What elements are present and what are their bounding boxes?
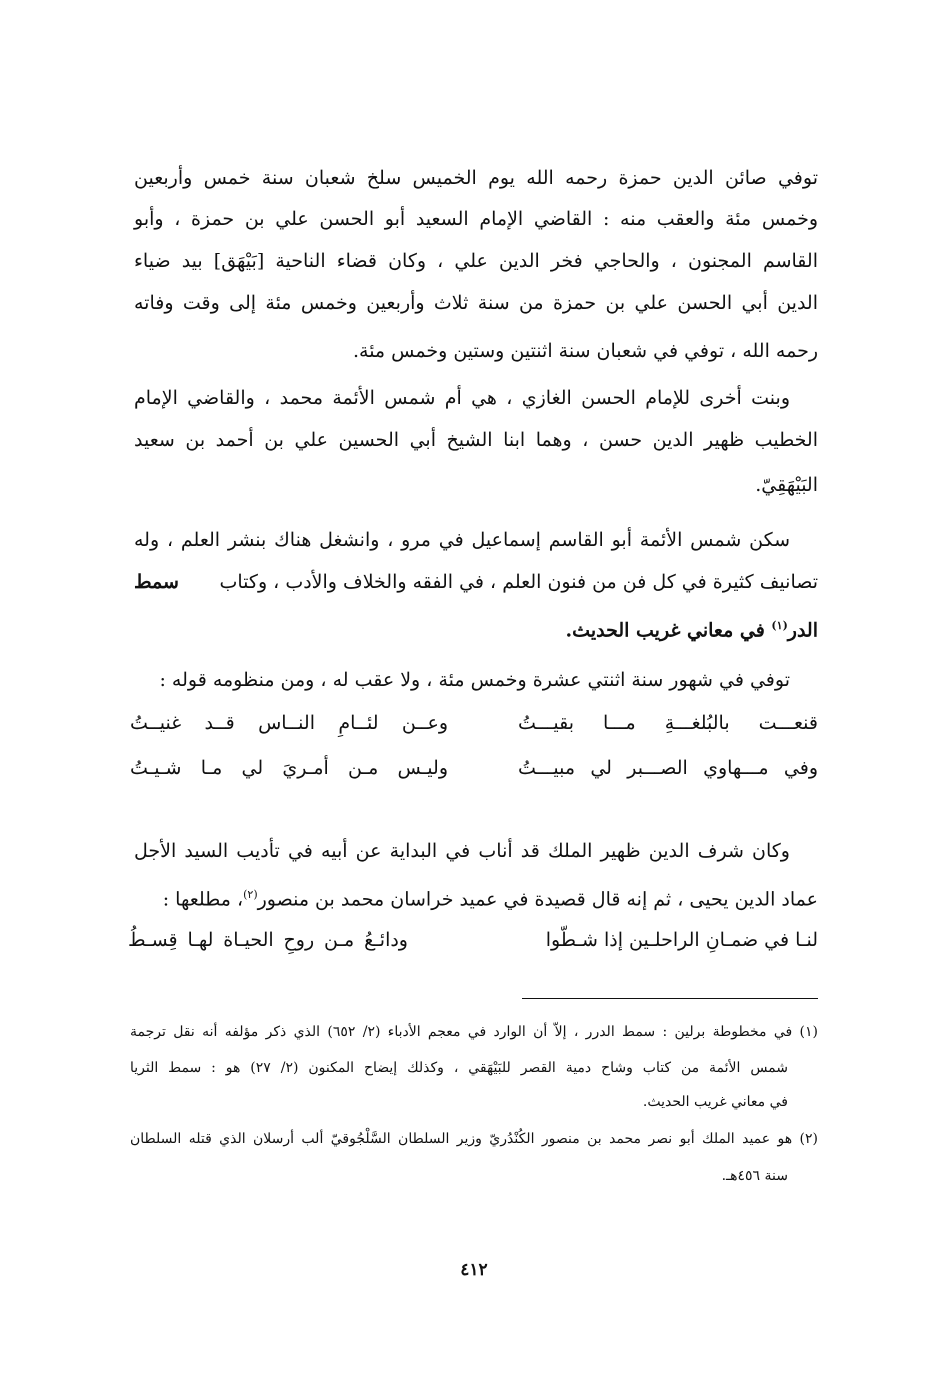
text-segment: عماد الدين يحيى ، ثم إنه قال قصيدة في عميد خراسان محمد بن منصور <box>257 888 818 911</box>
text-line: البَيْهَقِيّ. <box>755 474 818 496</box>
verse-hemistich: لنـا في ضمـانِ الراحلـين إذا شـطّوا <box>545 929 818 951</box>
verse-hemistich: وعــن لئــامِ النــاس قــد غنيــتُ <box>130 712 448 734</box>
verse-hemistich: قنعـــت بالبُلغـــةِ مـــا بقيـــتُ <box>518 712 818 734</box>
book-title-part: في معاني غريب الحديث. <box>565 619 772 642</box>
text-line: توفي في شهور سنة اثنتي عشرة وخمس مئة ، ولا عقب له ، ومن منظومه قوله : <box>159 669 790 691</box>
book-title-part: سمط <box>134 571 179 593</box>
verse-hemistich: ودائـعُ مـن روحِ الحيـاة لهـا قِسـطُ <box>128 929 408 951</box>
footnote-line: (٢) هو عميد الملك أبو نصر محمد بن منصور الكُنْدُريّ وزير السلطان السَّلْجُوقيّ ألب أرسلان الذي قتله السلطان <box>130 1131 818 1147</box>
text-line: القاسم المجنون ، والحاجي فخر الدين علي ، وكان قضاء الناحية [بَيْهَق] بيد ضياء <box>134 250 818 272</box>
footnote-line: شمس الأئمة من كتاب وشاح دمية القصر للبَيْهَقي ، وكذلك إيضاح المكنون (٢/ ٢٧) هو : سمط الثريا <box>130 1060 788 1076</box>
footnote-ref[interactable]: (١) <box>771 619 788 632</box>
text-segment: ، مطلعها : <box>162 888 244 911</box>
footnote-separator <box>522 998 818 999</box>
verse-hemistich: وفي مـــهاوي الصـــبر لي مبيـــتُ <box>518 757 818 779</box>
text-line <box>134 567 818 597</box>
text-segment: تصانيف كثيرة في كل فن من فنون العلم ، في الفقه والخلاف والأدب ، وكتاب <box>219 571 818 593</box>
footnote-line: (١) في مخطوطة برلين : سمط الدرر ، إلاّ أن الوارد في معجم الأدباء (٢/ ٦٥٢) الذي ذكر مؤلفه أنه نقل ترجمة <box>130 1024 818 1040</box>
text-line: وكان شرف الدين ظهير الملك قد أناب في البداية عن أبيه في تأديب السيد الأجل <box>134 840 790 862</box>
text-line: رحمه الله ، توفي في شعبان سنة اثنتين وستين وخمس مئة. <box>352 340 818 362</box>
text-line <box>134 880 818 914</box>
text-line: الخطيب ظهير الدين حسن ، وهما ابنا الشيخ أبي الحسين علي بن أحمد بن سعيد <box>134 429 818 451</box>
footnote-line: سنة ٤٥٦هـ. <box>721 1168 788 1184</box>
verse-hemistich: وليـس مـن أمـريَ لي مـا شـيـتُ <box>130 757 448 779</box>
footnote-line: في معاني غريب الحديث. <box>642 1094 788 1110</box>
book-title-part: الدر <box>787 619 818 642</box>
text-line: الدين أبي الحسن علي بن حمزة من سنة ثلاث وأربعين وخمس مئة إلى وقت وفاته <box>134 292 818 314</box>
text-line: وخمس مئة والعقب منه : القاضي الإمام السعيد أبو الحسن علي بن حمزة ، وأبو <box>134 208 818 230</box>
footnote-ref[interactable]: (٢) <box>243 888 258 901</box>
text-line <box>134 611 818 645</box>
text-line: سكن شمس الأئمة أبو القاسم إسماعيل في مرو ، وانشغل هناك بنشر العلم ، وله <box>134 529 790 551</box>
text-line: توفي صائن الدين حمزة رحمه الله يوم الخميس سلخ شعبان سنة خمس وأربعين <box>134 167 818 189</box>
text-line: وبنت أخرى للإمام الحسن الغازي ، هي أم شمس الأئمة محمد ، والقاضي الإمام <box>134 387 790 409</box>
page-number: ٤١٢ <box>460 1260 488 1280</box>
